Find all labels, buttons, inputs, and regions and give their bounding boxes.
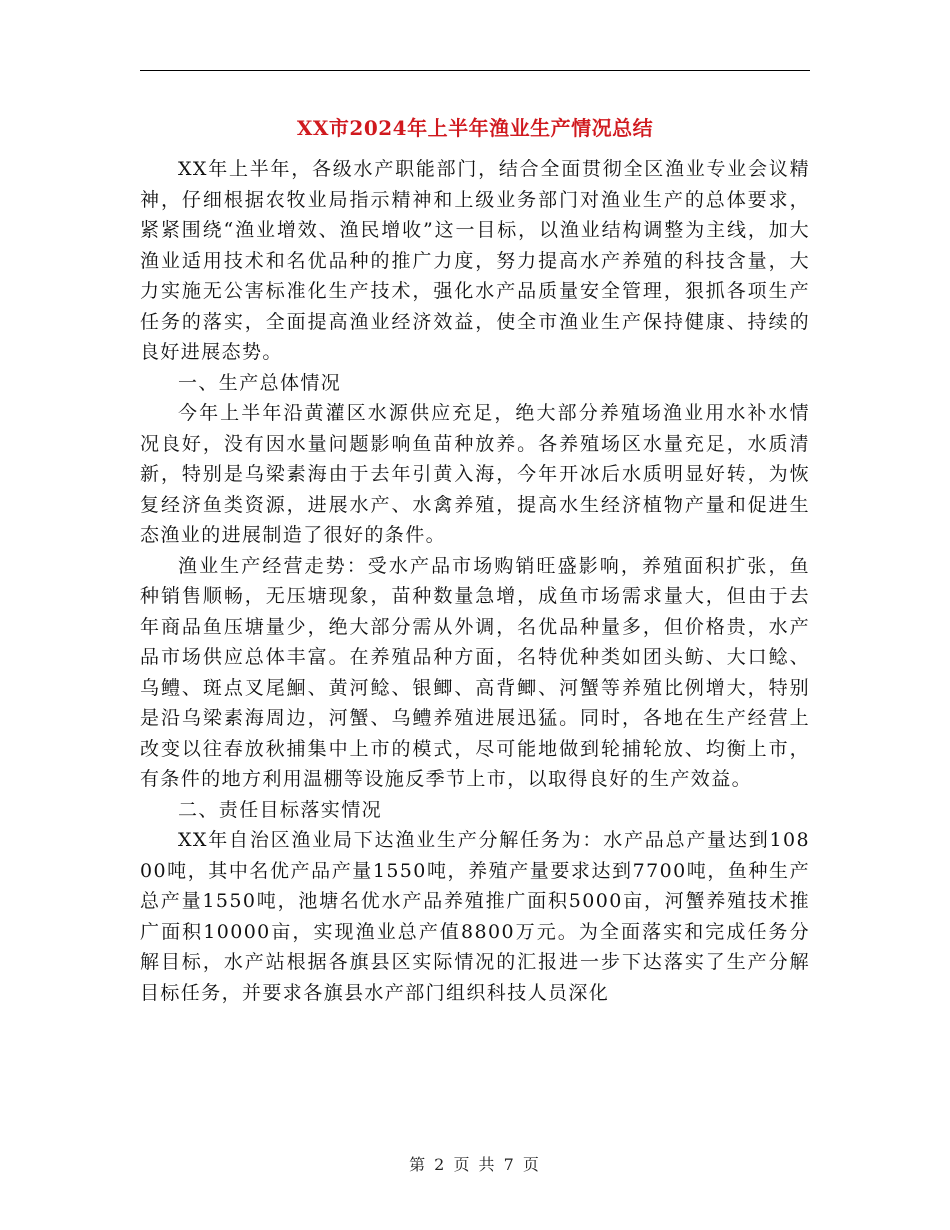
page-number-footer: 第 2 页 共 7 页: [409, 1155, 541, 1174]
section-heading-2: 二、责任目标落实情况: [178, 798, 383, 821]
paragraph-intro: XX年上半年，各级水产职能部门，结合全面贯彻全区渔业专业会议精神，仔细根据农牧业局指示精神和上级业务部门对渔业生产的总体要求，紧紧围绕“渔业增效、渔民增收”这一目标，以渔业结构调整为主线，加大渔业适用技术和名优品种的推广力度，努力提高水产养殖的科技含量，大力实施无公害标准化生产技术，强化水产品质量安全管理，狠抓各项生产任务的落实，全面提高渔业经济效益，使全市渔业生产保持健康、持续的良好进展态势。: [140, 158, 810, 363]
document-body: [140, 108, 810, 1008]
header-rule: [140, 70, 810, 71]
paragraph-market-trend: 渔业生产经营走势：受水产品市场购销旺盛影响，养殖面积扩张，鱼种销售顺畅，无压塘现象，苗种数量急增，成鱼市场需求量大，但由于去年商品鱼压塘量少，绝大部分需从外调，名优品种量多，但价格贵，水产品市场供应总体丰富。在养殖品种方面，名特优种类如团头鲂、大口鲶、乌鳢、斑点叉尾鮰、黄河鲶、银鲫、高背鲫、河蟹等养殖比例增大，特别是沿乌梁素海周边，河蟹、乌鳢养殖进展迅猛。同时，各地在生产经营上改变以往春放秋捕集中上市的模式，尽可能地做到轮捕轮放、均衡上市，有条件的地方利用温棚等设施反季节上市，以取得良好的生产效益。: [140, 554, 810, 790]
section-heading-1: 一、生产总体情况: [178, 371, 342, 394]
document-title: XX市2024年上半年渔业生产情况总结: [296, 116, 654, 140]
paragraph-water-supply: 今年上半年沿黄灌区水源供应充足，绝大部分养殖场渔业用水补水情况良好，没有因水量问题影响鱼苗种放养。各养殖场区水量充足，水质清新，特别是乌梁素海由于去年引黄入海，今年开冰后水质明显好转，为恢复经济鱼类资源，进展水产、水禽养殖，提高水生经济植物产量和促进生态渔业的进展制造了很好的条件。: [140, 402, 810, 546]
paragraph-targets: XX年自治区渔业局下达渔业生产分解任务为：水产品总产量达到10800吨，其中名优产品产量1550吨，养殖产量要求达到7700吨，鱼种生产总产量1550吨，池塘名优水产品养殖推广面积5000亩，河蟹养殖技术推广面积10000亩，实现渔业总产值8800万元。为全面落实和完成任务分解目标，水产站根据各旗县区实际情况的汇报进一步下达落实了生产分解目标任务，并要求各旗县水产部门组织科技人员深化: [140, 829, 810, 1004]
